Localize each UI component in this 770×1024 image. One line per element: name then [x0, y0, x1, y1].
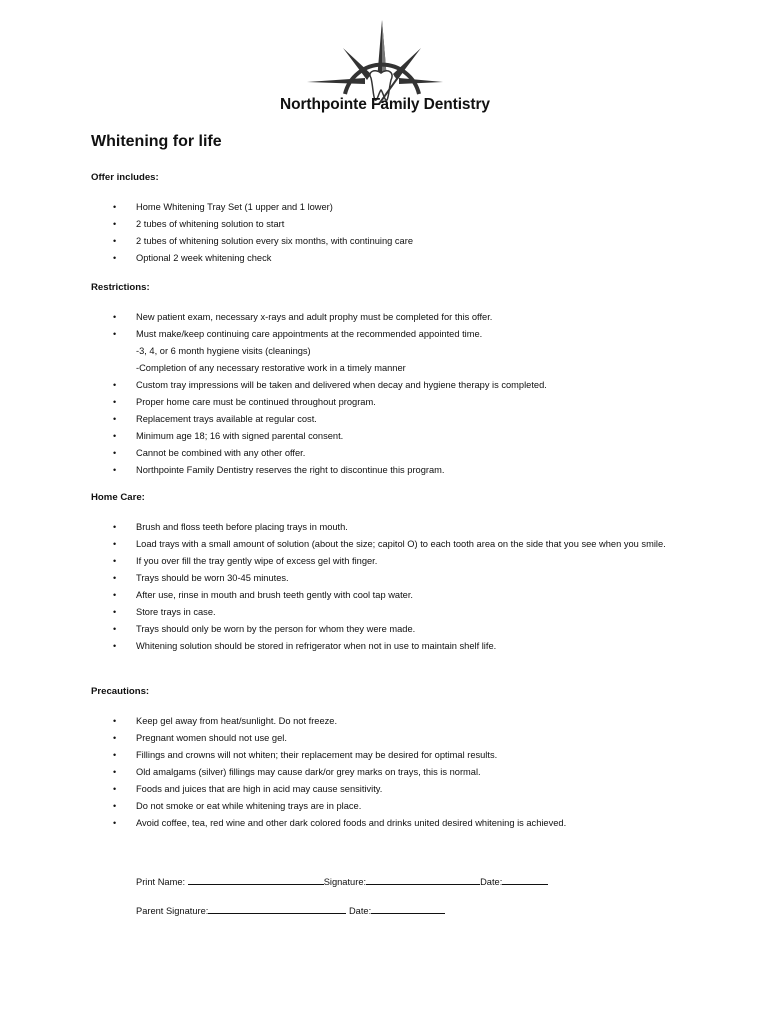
parent-signature-label: Parent Signature: — [136, 906, 209, 916]
signature-row — [136, 874, 548, 887]
practice-name: Northpointe Family Dentistry — [280, 96, 490, 113]
list-item: • Custom tray impressions will be taken and delivered when decay and hygiene therapy is completed. — [0, 377, 770, 394]
bullet-icon: • — [113, 522, 117, 532]
list-item: • After use, rinse in mouth and brush teeth gently with cool tap water. — [0, 587, 770, 604]
list-item: • 2 tubes of whitening solution to start — [0, 216, 770, 233]
list-item: • Optional 2 week whitening check — [0, 250, 770, 267]
bullet-icon: • — [113, 465, 117, 475]
bullet-icon: • — [113, 607, 117, 617]
bullet-icon: • — [113, 750, 117, 760]
bullet-icon: • — [113, 641, 117, 651]
date-label: Date: — [480, 877, 503, 887]
list-item: • 2 tubes of whitening solution every six months, with continuing care — [0, 233, 770, 250]
list-item: • Trays should only be worn by the person for whom they were made. — [0, 621, 770, 638]
precautions-list — [0, 713, 770, 832]
parent-date-label: Date: — [348, 906, 372, 916]
offer-list — [0, 199, 770, 267]
bullet-icon: • — [113, 312, 117, 322]
bullet-icon: • — [113, 431, 117, 441]
list-item: • If you over fill the tray gently wipe of excess gel with finger. — [0, 553, 770, 570]
list-sub-item: -3, 4, or 6 month hygiene visits (cleanings) — [136, 346, 311, 356]
bullet-icon: • — [113, 573, 117, 583]
bullet-icon: • — [113, 784, 117, 794]
print-name-label: Print Name: — [136, 877, 186, 887]
bullet-icon: • — [113, 253, 117, 263]
list-item: • Fillings and crowns will not whiten; their replacement may be desired for optimal results. — [0, 747, 770, 764]
bullet-icon: • — [113, 539, 117, 549]
list-item: • Avoid coffee, tea, red wine and other dark colored foods and drinks united desired whitening is achieved. — [0, 815, 770, 832]
list-item: • Do not smoke or eat while whitening trays are in place. — [0, 798, 770, 815]
precautions-heading: Precautions: — [91, 686, 150, 697]
print-name-field[interactable] — [188, 874, 324, 885]
list-item: • Old amalgams (silver) fillings may cause dark/or grey marks on trays, this is normal. — [0, 764, 770, 781]
compass-tooth-logo — [305, 18, 445, 108]
list-item: • Northpointe Family Dentistry reserves the right to discontinue this program. — [0, 462, 770, 479]
bullet-icon: • — [113, 397, 117, 407]
list-item: • Home Whitening Tray Set (1 upper and 1 lower) — [0, 199, 770, 216]
bullet-icon: • — [113, 414, 117, 424]
bullet-icon: • — [113, 556, 117, 566]
signature-field[interactable] — [366, 874, 480, 885]
restrictions-heading: Restrictions: — [91, 282, 150, 293]
list-item: • Replacement trays available at regular cost. — [0, 411, 770, 428]
bullet-icon: • — [113, 329, 117, 339]
bullet-icon: • — [113, 236, 117, 246]
signature-label: Signature: — [323, 877, 367, 887]
bullet-icon: • — [113, 818, 117, 828]
list-item: • Minimum age 18; 16 with signed parental consent. — [0, 428, 770, 445]
restrictions-list — [0, 309, 770, 479]
list-item: • Keep gel away from heat/sunlight. Do not freeze. — [0, 713, 770, 730]
bullet-icon: • — [113, 716, 117, 726]
list-item: • Must make/keep continuing care appointments at the recommended appointed time. — [0, 326, 770, 343]
page-title: Whitening for life — [91, 133, 222, 150]
offer-heading: Offer includes: — [91, 172, 159, 183]
bullet-icon: • — [113, 733, 117, 743]
home-care-heading: Home Care: — [91, 492, 145, 503]
parent-date-field[interactable] — [371, 903, 445, 914]
bullet-icon: • — [113, 801, 117, 811]
bullet-icon: • — [113, 219, 117, 229]
list-item: • Cannot be combined with any other offer. — [0, 445, 770, 462]
list-item: • Brush and floss teeth before placing trays in mouth. — [0, 519, 770, 536]
list-item: • Foods and juices that are high in acid may cause sensitivity. — [0, 781, 770, 798]
list-item: • New patient exam, necessary x-rays and adult prophy must be completed for this offer. — [0, 309, 770, 326]
bullet-icon: • — [113, 590, 117, 600]
bullet-icon: • — [113, 380, 117, 390]
date-field[interactable] — [502, 874, 548, 885]
parent-signature-field[interactable] — [208, 903, 346, 914]
list-item: • Trays should be worn 30-45 minutes. — [0, 570, 770, 587]
list-sub-item: -Completion of any necessary restorative work in a timely manner — [136, 363, 406, 373]
bullet-icon: • — [113, 624, 117, 634]
list-item: • Pregnant women should not use gel. — [0, 730, 770, 747]
list-item: • Store trays in case. — [0, 604, 770, 621]
bullet-icon: • — [113, 767, 117, 777]
list-item: • Whitening solution should be stored in refrigerator when not in use to maintain shelf life. — [0, 638, 770, 655]
parent-signature-row — [136, 903, 445, 916]
bullet-icon: • — [113, 202, 117, 212]
home-care-list — [0, 519, 770, 655]
list-item: • Load trays with a small amount of solution (about the size; capitol O) to each tooth area on the side that you see when you smile. — [0, 536, 770, 553]
bullet-icon: • — [113, 448, 117, 458]
list-item: • Proper home care must be continued throughout program. — [0, 394, 770, 411]
